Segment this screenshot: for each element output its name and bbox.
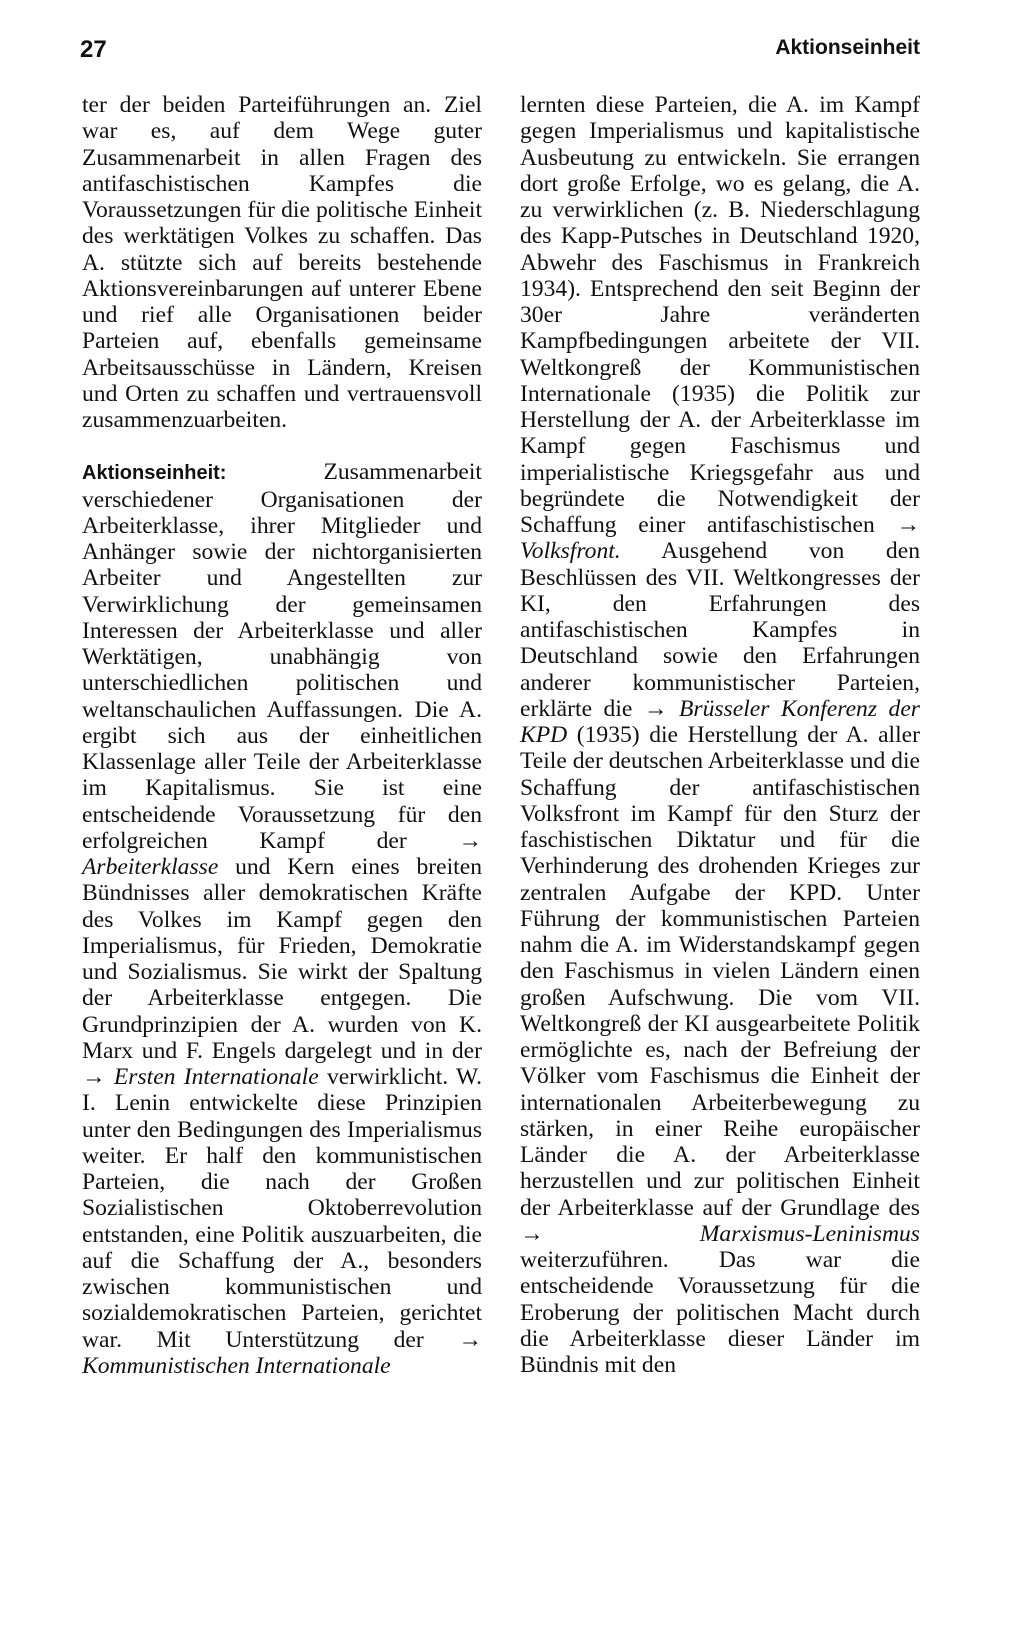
cross-reference-label: Kommunistischen Internationale xyxy=(82,1352,391,1379)
page-header xyxy=(80,36,920,68)
cross-reference-label: Ersten Internationale xyxy=(113,1064,319,1090)
cross-reference-label: Brüsseler Konferenz der KPD xyxy=(520,695,920,748)
arrow-icon: → xyxy=(520,1220,700,1247)
entry-text: und Kern eines breiten Bündnisses aller demokratischen Kräfte des Volkes im Kampf gegen den Imperialismus, für Frieden, Demokratie und Sozialismus. Sie wirkt der Spaltung der Arbeiterklasse entgegen. Die Grundprinzipien der A. wurden von K. Marx und F. Engels dargelegt und in der xyxy=(82,854,482,1064)
cross-reference-label: Volksfront. xyxy=(520,538,621,565)
entry-text: verwirklicht. W. I. Lenin entwickelte diese Prinzipien unter den Bedingungen des Imperialismus weiter. Er half den kommunistischen Parteien, die nach der Großen Sozialistischen Oktoberrevolution entstanden, eine Politik auszuarbeiten, die auf die Schaffung der A., besonders zwischen kommunistischen und sozialdemokratischen Parteien, gerichtet war. Mit Unterstützung der xyxy=(82,1064,482,1353)
cross-reference-label: Marxismus-Leninismus xyxy=(699,1220,920,1247)
entry-text: lernten diese Parteien, die A. im Kampf gegen Imperialismus und kapitalistische Ausbeutung zu entwickeln. Sie errangen dort große Erfolge, wo es gelang, die A. zu verwirklichen (z. B. Niederschlagung des Kapp-Putsches in Deutschland 1920, Abwehr des Faschismus in Frankreich 1934). Entsprechend den seit Beginn der 30er Jahre veränderten Kampfbedingungen arbeitete der VII. Weltkongreß der Kommunistischen Internationale (1935) die Politik zur Herstellung der A. der Arbeiterklasse im Kampf gegen Faschismus und imperialistische Kriegsgefahr aus und begründete die Notwendigkeit der Schaffung einer antifaschistischen xyxy=(520,92,920,538)
running-head: Aktionseinheit xyxy=(775,36,920,59)
arrow-icon: → xyxy=(82,1064,114,1090)
arrow-icon: → xyxy=(896,512,920,538)
entry-lemma: Aktionseinheit: xyxy=(82,462,227,485)
entry-text: Ausgehend von den Beschlüssen des VII. Weltkongresses der KI, den Erfahrungen des antifaschistischen Kampfes in Deutschland sowie den Erfahrungen anderer kommunistischer Parteien, erklärte die xyxy=(520,538,920,722)
entry-continuation xyxy=(520,92,920,1378)
cross-reference-label: Arbeiterklasse xyxy=(82,854,219,880)
arrow-icon: → xyxy=(458,827,482,854)
arrow-icon: → xyxy=(643,695,679,722)
entry-text: weiterzuführen. Das war die entscheidende Voraussetzung für die Eroberung der politischen Macht durch die Arbeiterklasse dieser Länder im Bündnis mit den xyxy=(520,1247,920,1378)
entry-aktionseinheit xyxy=(82,459,482,1379)
page-number: 27 xyxy=(80,36,107,63)
right-column xyxy=(520,92,920,1378)
left-column xyxy=(82,92,482,1379)
entry-text: Zusammenarbeit verschiedener Organisationen der Arbeiterklasse, ihrer Mitglieder und Anhänger sowie der nichtorganisierten Arbeiter und Angestellten zur Verwirklichung der gemeinsamen Interessen der Arbeiterklasse und aller Werktätigen, unabhängig von unterschiedlichen politischen und weltanschaulichen Auffassungen. Die A. ergibt sich aus der einheitlichen Klassenlage aller Teile der Arbeiterklasse im Kapitalismus. Sie ist eine entscheidende Voraussetzung für den erfolgreichen Kampf der xyxy=(82,459,482,854)
continued-paragraph: ter der beiden Parteiführungen an. Ziel war es, auf dem Wege guter Zusammenarbeit in allen Fragen des antifaschistischen Kampfes die Voraussetzungen für die politische Einheit des werktätigen Volkes zu schaffen. Das A. stützte sich auf bereits bestehende Aktionsvereinbarungen auf unterer Ebene und rief alle Organisationen beider Parteien auf, ebenfalls gemeinsame Arbeitsausschüsse in Ländern, Kreisen und Orten zu schaffen und vertrauensvoll zusammenzuarbeiten. xyxy=(82,92,482,433)
arrow-icon: → xyxy=(458,1326,482,1353)
cross-reference[interactable] xyxy=(82,1064,319,1090)
cross-reference[interactable] xyxy=(520,1221,920,1247)
entry-text: (1935) die Herstellung der A. aller Teile der deutschen Arbeiterklasse und die Schaffung der antifaschistischen Volksfront im Kampf für den Sturz der faschistischen Diktatur und für die Verhinderung des drohenden Krieges zur zentralen Aufgabe der KPD. Unter Führung der kommunistischen Parteien nahm die A. im Widerstandskampf gegen den Faschismus in vielen Ländern einen großen Aufschwung. Die vom VII. Weltkongreß der KI ausgearbeitete Politik ermöglichte es, nach der Befreiung der Völker vom Faschismus die Einheit der internationalen Arbeiterbewegung zu stärken, in einer Reihe europäischer Länder die A. der Arbeiterklasse herzustellen und zur politischen Einheit der Arbeiterklasse auf der Grundlage des xyxy=(520,722,920,1221)
